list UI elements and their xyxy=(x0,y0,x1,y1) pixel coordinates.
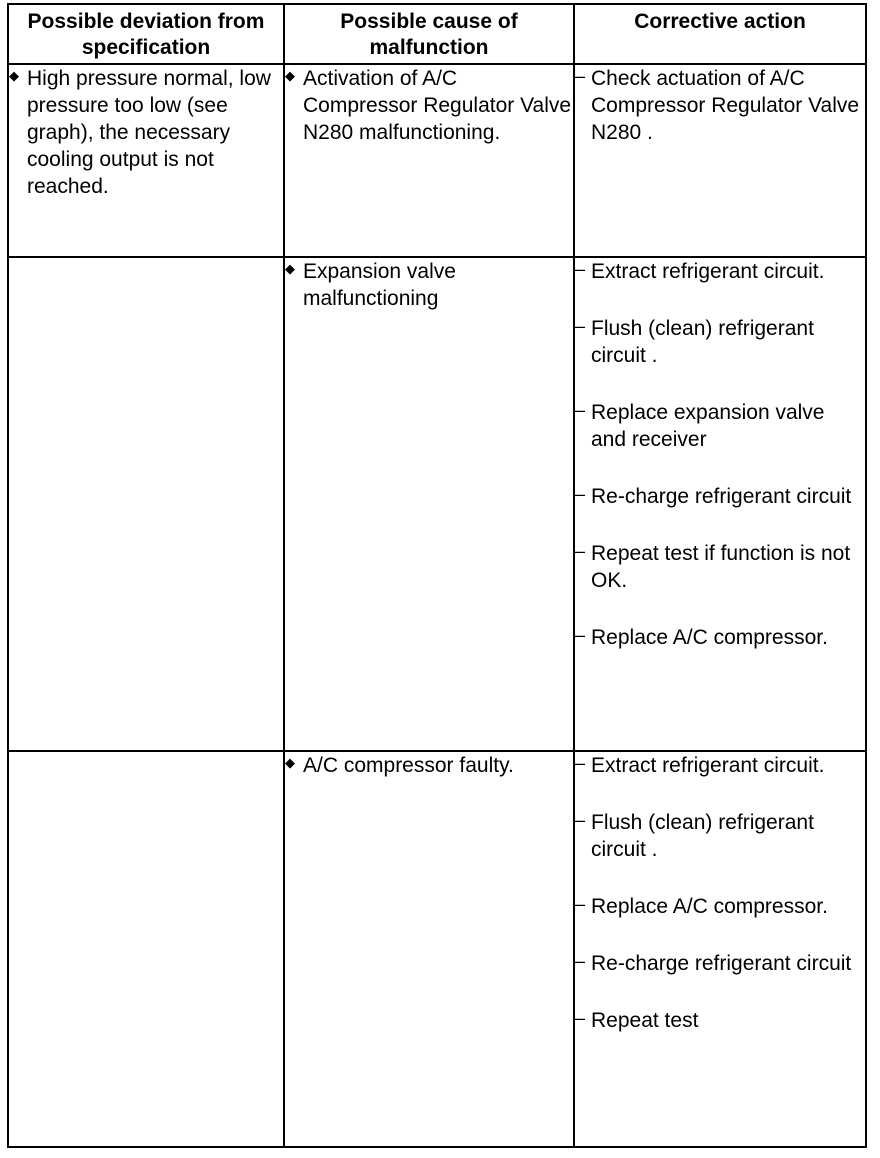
action-cell xyxy=(574,257,866,751)
dash-bullet-icon: – xyxy=(575,1008,586,1028)
action-text: Repeat test xyxy=(591,1009,699,1032)
diamond-bullet-icon: ◆ xyxy=(285,68,295,83)
cause-text: A/C compressor faulty. xyxy=(303,754,514,777)
dash-bullet-icon: – xyxy=(575,400,586,420)
deviation-cell xyxy=(8,751,284,1147)
dash-bullet-icon: – xyxy=(575,484,586,504)
dash-bullet-icon: – xyxy=(575,259,586,279)
action-cell xyxy=(574,64,866,257)
header-deviation: Possible deviation from specification xyxy=(8,4,284,64)
cause-text: Activation of A/C Compressor Regulator Valve N280 malfunctioning. xyxy=(303,67,572,144)
diamond-bullet-icon: ◆ xyxy=(9,68,19,83)
action-text: Re-charge refrigerant circuit xyxy=(591,952,852,975)
deviation-cell xyxy=(8,257,284,751)
dash-bullet-icon: – xyxy=(575,66,586,86)
action-text: Repeat test if function is not OK. xyxy=(591,542,851,592)
dash-bullet-icon: – xyxy=(575,625,586,645)
action-text: Replace A/C compressor. xyxy=(591,895,828,918)
diagnosis-table xyxy=(7,3,867,1148)
action-text: Check actuation of A/C Compressor Regulator Valve N280 . xyxy=(591,67,860,144)
cause-cell xyxy=(284,751,574,1147)
deviation-text: High pressure normal, low pressure too low (see graph), the necessary cooling output is not reached. xyxy=(27,67,271,198)
action-text: Replace expansion valve and receiver xyxy=(591,401,825,451)
cause-text: Expansion valve malfunctioning xyxy=(303,260,456,310)
action-text: Re-charge refrigerant circuit xyxy=(591,485,852,508)
dash-bullet-icon: – xyxy=(575,894,586,914)
action-text: Flush (clean) refrigerant circuit . xyxy=(591,811,814,861)
header-row xyxy=(8,4,866,64)
deviation-cell xyxy=(8,64,284,257)
header-action: Corrective action xyxy=(574,4,866,64)
cause-cell xyxy=(284,257,574,751)
action-text: Flush (clean) refrigerant circuit . xyxy=(591,317,814,367)
table-row xyxy=(8,64,866,257)
table-row xyxy=(8,257,866,751)
diamond-bullet-icon: ◆ xyxy=(285,755,295,770)
dash-bullet-icon: – xyxy=(575,316,586,336)
action-cell xyxy=(574,751,866,1147)
header-cause: Possible cause of malfunction xyxy=(284,4,574,64)
action-text: Extract refrigerant circuit. xyxy=(591,754,825,777)
cause-cell xyxy=(284,64,574,257)
dash-bullet-icon: – xyxy=(575,810,586,830)
diamond-bullet-icon: ◆ xyxy=(285,261,295,276)
table-row xyxy=(8,751,866,1147)
action-text: Replace A/C compressor. xyxy=(591,626,828,649)
action-text: Extract refrigerant circuit. xyxy=(591,260,825,283)
dash-bullet-icon: – xyxy=(575,541,586,561)
dash-bullet-icon: – xyxy=(575,951,586,971)
dash-bullet-icon: – xyxy=(575,753,586,773)
